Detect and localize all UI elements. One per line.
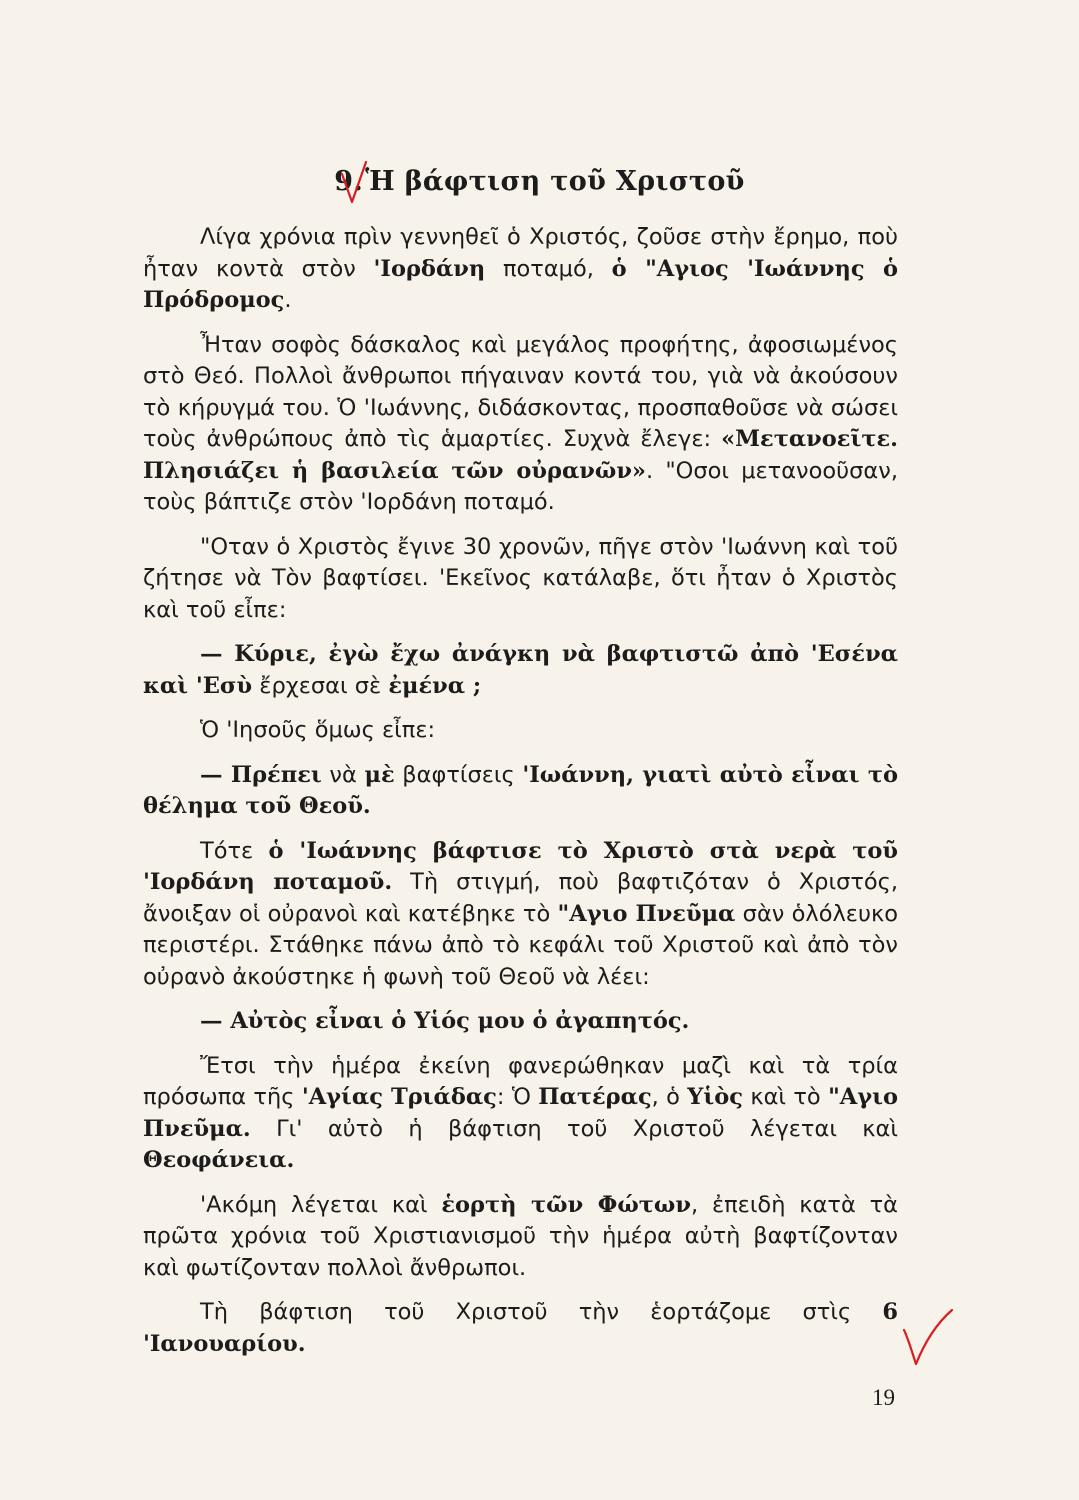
paragraph (143, 715, 898, 747)
paragraph (143, 836, 898, 994)
bold-text-run: — Πρέπει (200, 761, 322, 788)
red-checkmark-end-icon (902, 1308, 954, 1368)
bold-text-run: 'Ιορδάνη (373, 255, 486, 282)
text-run: Τὴ βάφτιση τοῦ Χριστοῦ τὴν ἑορτάζομε στὶς (200, 1299, 883, 1325)
bold-text-run: Υἱὸς (687, 1084, 743, 1110)
text-run: Τὴ στιγμή, ποὺ βαφτιζόταν ὁ Χριστός, ἄνοιξαν οἱ οὐρανοὶ καὶ κατέβηκε τὸ (143, 869, 899, 927)
text-run: Τότε (200, 837, 269, 864)
page-number: 19 (872, 1385, 895, 1410)
text-run: βαφτίσεις (394, 761, 523, 788)
bold-text-run: "Αγιο Πνεῦμα. (143, 1084, 898, 1142)
text-run: Λίγα χρόνια πρὶν γεννηθεῖ ὁ Χριστός, ζοῦσε στὴν ἔρημο, ποὺ ἦταν κοντὰ στὸν (143, 224, 898, 282)
text-run: , ἐπειδὴ κατὰ τὰ πρῶτα χρόνια τοῦ Χριστιανισμοῦ τὴν ἡμέρα αὐτὴ βαφτίζονταν καὶ φωτίζονταν πολλοὶ ἄνθρωποι. (143, 1191, 898, 1281)
bold-text-run: — Αὐτὸς εἶναι ὁ Υἱός μου ὁ ἀγαπητός. (200, 1008, 690, 1034)
paragraph (143, 1051, 898, 1177)
text-run: σὰν ὁλόλευκο περιστέρι. Στάθηκε πάνω ἀπὸ τὸ κεφάλι τοῦ Χριστοῦ καὶ ἀπὸ τὸν οὐρανὸ ἀκούστηκε ἡ φωνὴ τοῦ Θεοῦ νὰ λέει: (143, 900, 898, 990)
text-run: : Ὁ (496, 1084, 539, 1110)
bold-text-run: 'Ιωάννη, γιατὶ αὐτὸ εἶναι τὸ θέλημα τοῦ Θεοῦ. (143, 761, 898, 819)
bold-text-run: 'Αγίας Τριάδας (301, 1084, 497, 1110)
text-run: Ἦταν σοφὸς δάσκαλος καὶ μεγάλος προφήτης, ἀφοσιωμένος στὸ Θεό. Πολλοὶ ἄνθρωποι πήγαιναν κοντά του, γιὰ νὰ ἀκούσουν τὸ κήρυγμά του. Ὁ 'Ιωάννης, διδάσκοντας, προσπαθοῦσε νὰ σώσει τοὺς ἀνθρώπους ἀπὸ τὶς ἁμαρτίες. Συχνὰ ἔλεγε: (143, 331, 898, 452)
text-run: Ἔτσι τὴν ἡμέρα ἐκείνη φανερώθηκαν μαζὶ καὶ τὰ τρία πρόσωπα τῆς (143, 1052, 898, 1110)
text-run: ἔρχεσαι σὲ (252, 672, 389, 699)
bold-text-run: Θεοφάνεια. (143, 1147, 295, 1173)
paragraph (143, 1190, 898, 1285)
text-run: νὰ (321, 761, 365, 788)
chapter-title-text: Ἡ βάφτιση τοῦ Χριστοῦ (365, 166, 745, 197)
bold-text-run: 6 'Ιανουαρίου. (143, 1299, 898, 1357)
bold-text-run: ὁ "Αγιος 'Ιωάννης ὁ Πρόδρομος (143, 255, 899, 313)
red-checkmark-title-icon (340, 160, 368, 206)
bold-text-run: Πατέρας (538, 1084, 652, 1110)
text-run: . (284, 287, 292, 313)
text-run: Γι' αὐτὸ ἡ βάφτιση τοῦ Χριστοῦ λέγεται καὶ (250, 1115, 898, 1142)
text-run: καὶ τὸ (742, 1084, 829, 1110)
paragraph (143, 1006, 898, 1038)
text-run: ποταμό, (485, 255, 612, 282)
paragraph (143, 222, 898, 317)
chapter-title (0, 166, 1079, 197)
paragraph (143, 330, 898, 519)
paragraph (143, 1297, 898, 1360)
bold-text-run: "Αγιο Πνεῦμα (557, 900, 736, 927)
bold-text-run: «Μετανοεῖτε. Πλησιάζει ἡ βασιλεία τῶν οὐρανῶν» (143, 426, 898, 484)
text-run: , ὁ (651, 1084, 688, 1110)
bold-text-run: ἐμένα ; (388, 672, 482, 699)
paragraph (143, 639, 898, 702)
chapter-number: 9. (334, 166, 364, 197)
text-run: "Οταν ὁ Χριστὸς ἔγινε 30 χρονῶν, πῆγε στὸν 'Ιωάννη καὶ τοῦ ζήτησε νὰ Τὸν βαφτίσει. 'Εκεῖνος κατάλαβε, ὅτι ἦταν ὁ Χριστὸς καὶ τοῦ εἶπε: (143, 533, 898, 623)
paragraph (143, 532, 898, 627)
text-run: . "Οσοι μετανοοῦσαν, τοὺς βάπτιζε στὸν 'Ιορδάνη ποταμό. (143, 457, 898, 515)
bold-text-run: μὲ (364, 761, 395, 788)
text-run: 'Ακόμη λέγεται καὶ (200, 1191, 442, 1218)
text-run: Ὁ 'Ιησοῦς ὅμως εἶπε: (200, 717, 436, 743)
bold-text-run: ὁ 'Ιωάννης βάφτισε τὸ Χριστὸ στὰ νερὰ τοῦ 'Ιορδάνη ποταμοῦ. (143, 837, 898, 895)
body-text (143, 222, 898, 1360)
paragraph (143, 760, 898, 823)
bold-text-run: — Κύριε, ἐγὼ ἔχω ἀνάγκη νὰ βαφτιστῶ ἀπὸ 'Εσένα καὶ 'Εσὺ (143, 641, 898, 699)
bold-text-run: ἑορτὴ τῶν Φώτων (441, 1191, 691, 1218)
